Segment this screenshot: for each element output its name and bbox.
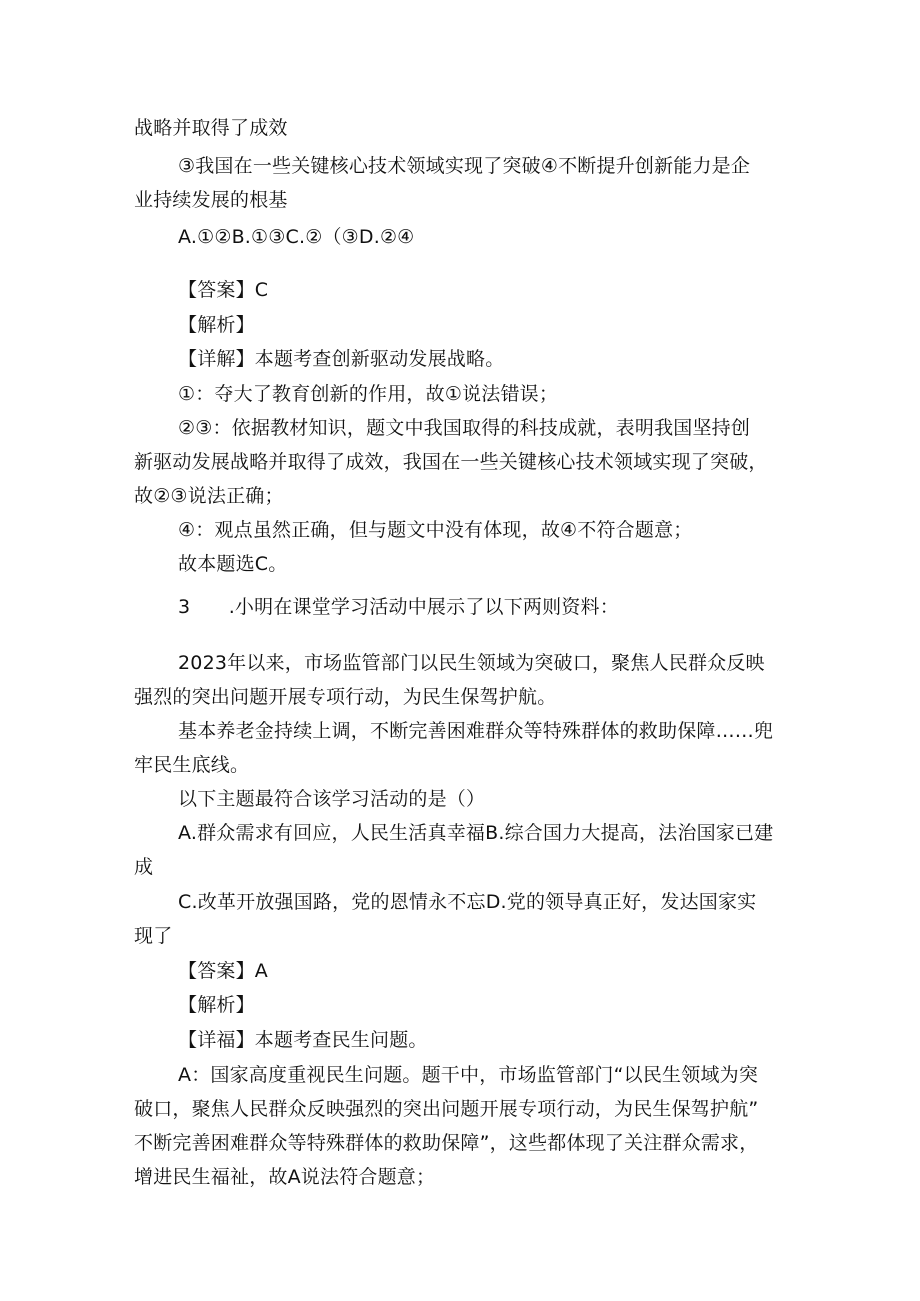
option-line: A.①②B.①③C.②（③D.②④ xyxy=(178,226,415,248)
answer-label: 【答案】A xyxy=(178,960,268,982)
option-line: 现了 xyxy=(134,925,173,947)
text-line: 战略并取得了成效 xyxy=(134,117,288,139)
text-line: ③我国在一些关键核心技术领域实现了突破④不断提升创新能力是企 xyxy=(178,155,751,177)
detail-text: 【详福】本题考查民生问题。 xyxy=(178,1029,428,1051)
detail-text: 故本题选C。 xyxy=(178,553,288,575)
detail-text: 故②③说法正确； xyxy=(134,485,284,507)
option-line: C.改革开放强国路，党的恩情永不忘D.党的领导真正好，发达国家实 xyxy=(178,891,757,913)
detail-text: 新驱动发展战略并取得了成效，我国在一些关键核心技术领域实现了突破， xyxy=(134,451,768,473)
question-stem: 以下主题最符合该学习活动的是（） xyxy=(178,788,486,810)
option-line: 成 xyxy=(134,856,154,878)
analysis-label: 【解析】 xyxy=(178,994,255,1016)
question-line: 3 .小明在课堂学习活动中展示了以下两则资料： xyxy=(178,596,619,618)
analysis-label: 【解析】 xyxy=(178,314,255,336)
option-line: A.群众需求有回应，人民生活真幸福B.综合国力大提高，法治国家已建 xyxy=(178,822,774,844)
material-text: 强烈的突出问题开展专项行动，为民生保驾护航。 xyxy=(134,686,557,708)
answer-label: 【答案】C xyxy=(178,279,269,301)
detail-text: 增进民生福祉，故A说法符合题意； xyxy=(134,1166,436,1188)
detail-text: 不断完善困难群众等特殊群体的救助保障”，这些都体现了关注群众需求， xyxy=(134,1132,759,1154)
detail-text: ④：观点虽然正确，但与题文中没有体现，故④不符合题意； xyxy=(178,519,693,541)
text-line: 业持续发展的根基 xyxy=(134,189,288,211)
material-text: 牢民生底线。 xyxy=(134,754,250,776)
detail-text: ②③：依据教材知识，题文中我国取得的科技成就，表明我国坚持创 xyxy=(178,417,751,439)
detail-text: 【详解】本题考查创新驱动发展战略。 xyxy=(178,348,505,370)
detail-text: A：国家高度重视民生问题。题干中，市场监管部门“以民生领域为突 xyxy=(178,1064,759,1086)
detail-text: ①：夺大了教育创新的作用，故①说法错误； xyxy=(178,383,559,405)
detail-text: 破口，聚焦人民群众反映强烈的突出问题开展专项行动，为民生保驾护航” xyxy=(134,1098,759,1120)
material-text: 2023年以来，市场监管部门以民生领域为突破口，聚焦人民群众反映 xyxy=(178,652,765,674)
material-text: 基本养老金持续上调，不断完善困难群众等特殊群体的救助保障……兜 xyxy=(178,720,774,742)
